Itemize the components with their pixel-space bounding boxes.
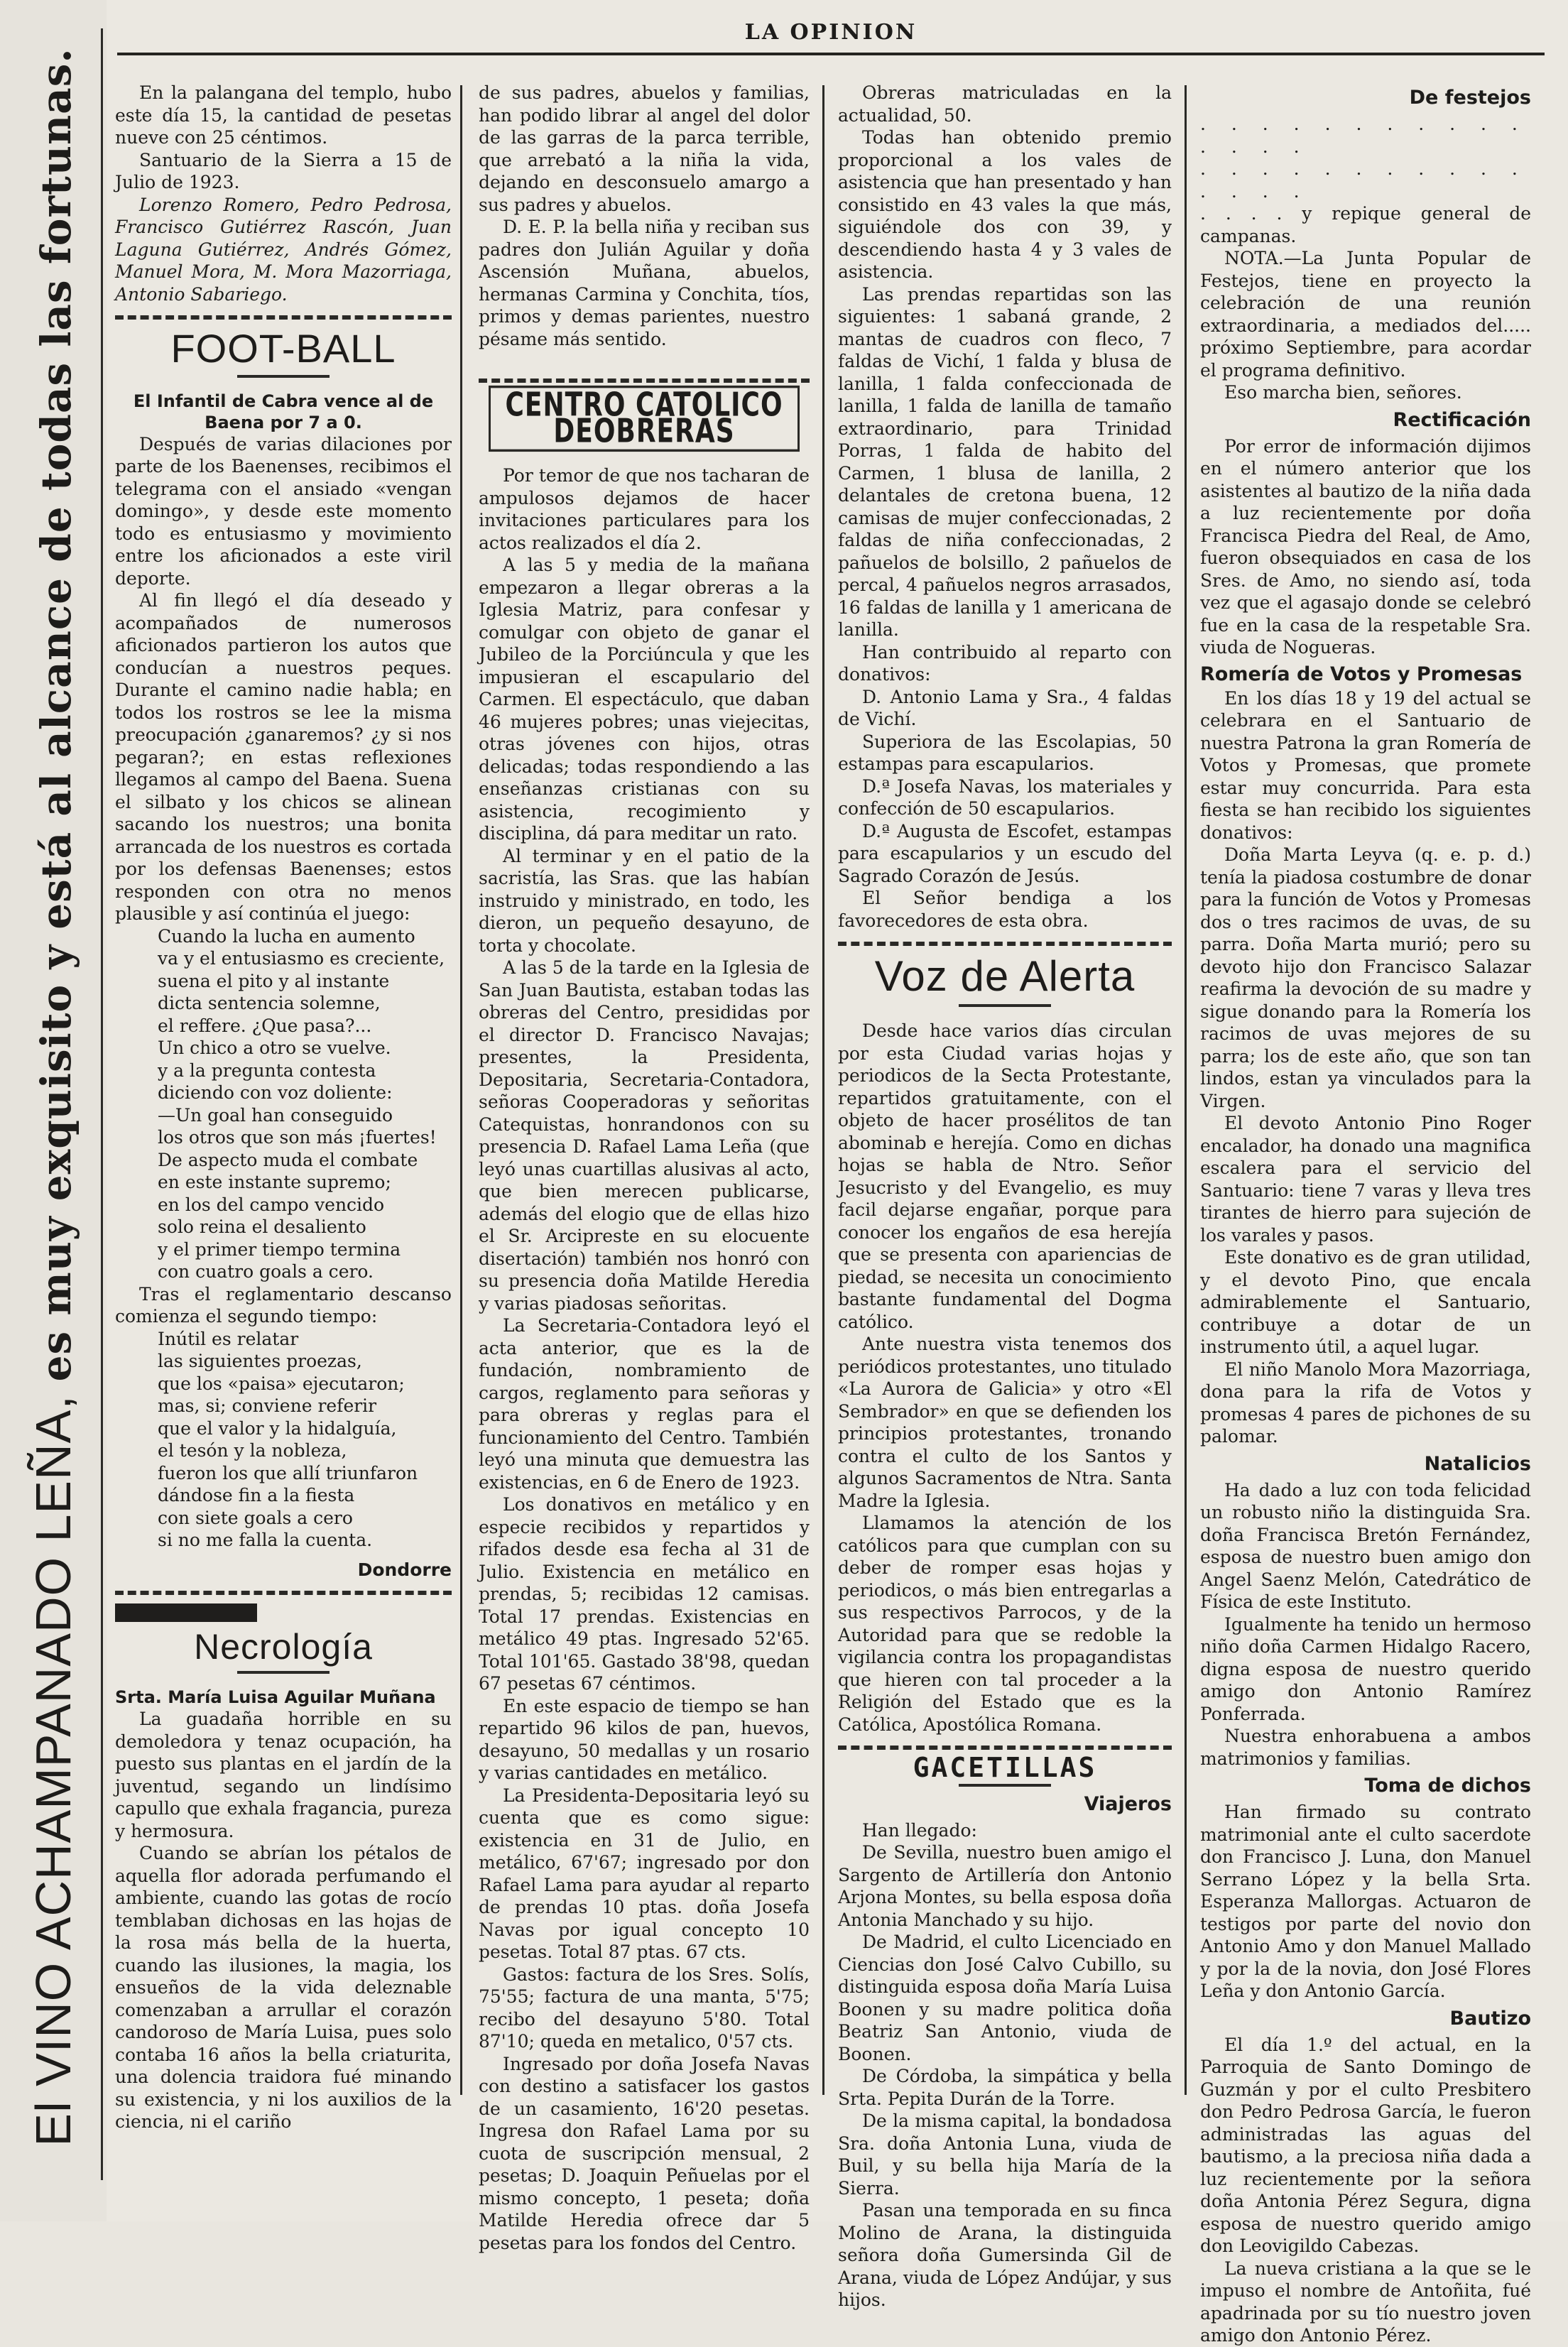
poem-line: diciendo con voz doliente: xyxy=(158,1082,393,1104)
poem-line: Cuando la lucha en aumento xyxy=(158,925,415,947)
paragraph: Llamamos la atención de los católicos para que cumplan con su deber de romper esas hojas y periodicos, o más bien entregarlas a sus respectivos Parrocos, y de la Autoridad para que se redoble la vigilancia contra los propagandistas que hieren con tal proceder a la Religión del Estado que es la Católica, Apostólica Romana. xyxy=(838,1513,1172,1735)
paragraph: En este espacio de tiempo se han repartido 96 kilos de pan, huevos, desayuno, 50 medallas y un rosario y varias cantidades en metálico. xyxy=(479,1695,810,1783)
paragraph: Han contribuido al reparto con donativos: xyxy=(838,641,1172,685)
paragraph: Todas han obtenido premio proporcional a los vales de asistencia que han presentado y han consistido en 43 vales la que más, siguiéndole dos con 39, y descendiendo hasta 4 y 3 vales de asistencia. xyxy=(838,127,1172,282)
poem-line: y a la pregunta contesta xyxy=(158,1060,376,1081)
poem-line: que el valor y la hidalguía, xyxy=(158,1417,397,1439)
gacetillas-heading: GACETILLAS xyxy=(913,1752,1097,1783)
poem-line: suena el pito y al instante xyxy=(158,970,390,991)
paragraph: Pasan una temporada en su finca Molino de Arana, la distinguida señora doña Gumersinda Gil de Arana, viuda de López Andújar, y sus hijos. xyxy=(838,2200,1172,2310)
necrology-subheading: Srta. María Luisa Aguilar Muñana xyxy=(115,1687,436,1708)
paragraph: Santuario de la Sierra a 15 de Julio de 1923. xyxy=(115,149,452,192)
necrology-heading: Necrología xyxy=(194,1627,373,1667)
heading-underline xyxy=(237,1671,330,1674)
column-divider xyxy=(1185,85,1187,2095)
section-divider xyxy=(838,942,1172,946)
paragraph: Los donativos en metálico y en especie recibidos y repartidos y rifados desde esa fecha al 31 de Julio. Existencia en metálico en prendas, 5; recibidas 12 camisas. Total 17 prendas. Existencias en metálico 49 ptas. Ingresado 52'65. Total 101'65. Gastado 38'98, quedan 67 pesetas 67 céntimos. xyxy=(479,1494,810,1694)
paragraph: NOTA.—La Junta Popular de Festejos, tiene en proyecto la celebración de una reunión extraordinaria, a mediados del..... próximo Septiembre, para acordar el programa definitivo. xyxy=(1200,248,1531,381)
paragraph: Ha dado a luz con toda felicidad un robusto niño la distinguida Sra. doña Francisca Bretón Fernández, esposa de nuestro buen amigo don Angel Saenz Melón, Catedrático de Física de este Instituto. xyxy=(1200,1479,1531,1612)
paragraph: Igualmente ha tenido un hermoso niño doña Carmen Hidalgo Racero, digna esposa de nuestro querido amigo don Antonio Ramírez Ponferrada. xyxy=(1200,1613,1531,1724)
paragraph: D.ª Augusta de Escofet, estampas para escapularios y un escudo del Sagrado Corazón de Jesús. xyxy=(838,820,1172,886)
paragraph: Al terminar y en el patio de la sacristía, las Sras. que las habían instruido y ministrado, en todo, les dieron, un pequeño desayuno, de torta y chocolate. xyxy=(479,845,810,956)
paragraph: D. Antonio Lama y Sra., 4 faldas de Vichí. xyxy=(838,686,1172,729)
paragraph: D. E. P. la bella niña y reciban sus padres don Julián Aguilar y doña Ascensión Muñana, abuelos, hermanas Carmina y Conchita, tíos, primos y demas parientes, nuestro pésame más sentido. xyxy=(479,217,810,349)
paragraph: De Madrid, el culto Licenciado en Ciencias don José Calvo Cubillo, su distinguida esposa doña María Luisa Boonen y su madre politica doña Beatriz San Antonio, viuda de Boonen. xyxy=(838,1932,1172,2064)
poem-line: con cuatro goals a cero. xyxy=(158,1261,374,1283)
paragraph: De la misma capital, la bondadosa Sra. doña Antonia Luna, viuda de Buil, y su bella hija María de la Sierra. xyxy=(838,2111,1172,2199)
poem-line: con siete goals a cero xyxy=(158,1507,353,1528)
masthead-rule xyxy=(117,53,1545,55)
paragraph: A las 5 y media de la mañana empezaron a llegar obreras a la Iglesia Matriz, para confesar y comulgar con objeto de ganar el Jubileo de la Porciúncula y que les impusieran el escapulario del Carmen. El espectáculo, que daban 46 mujeres pobres; unas viejecitas, otras jóvenes con hijos, otras delicadas; todas respondiendo a las enseñanzas cristianas con su asistencia, recogimiento y disciplina, dá para meditar un rato. xyxy=(479,555,810,844)
festejos-heading: De festejos xyxy=(1409,87,1531,109)
paragraph: La nueva cristiana a la que se le impuso el nombre de Antoñita, fué apadrinada por su tío nuestro joven amigo don Antonio Pérez. xyxy=(1200,2258,1531,2346)
paragraph: En los días 18 y 19 del actual se celebrara en el Santuario de nuestra Patrona la gran Romería de Votos y Promesas, que promete estar muy concurrida. Para esta fiesta se han recibido los siguientes donativos: xyxy=(1200,687,1531,843)
poem-line: si no me falla la cuenta. xyxy=(158,1530,373,1551)
side-ad-divider xyxy=(101,28,103,2180)
paragraph: La Presidenta-Depositaria leyó su cuenta que es como sigue: existencia en 31 de Julio, en metálico, 67'67; ingresado por don Rafael Lama para ayudar al reparto de prendas 10 ptas. doña Josefa Navas por igual concepto 10 pesetas. Total 87 ptas. 67 cts. xyxy=(479,1785,810,1962)
black-bar xyxy=(115,1603,257,1622)
paragraph: Obreras matriculadas en la actualidad, 50. xyxy=(838,82,1172,126)
paragraph: De Sevilla, nuestro buen amigo el Sargento de Artillería don Antonio Arjona Montes, su bella esposa doña Antonia Manchado y su hijo. xyxy=(838,1842,1172,1930)
paragraph: En la palangana del templo, hubo este día 15, la cantidad de pesetas nueve con 25 céntimos. xyxy=(115,82,452,148)
football-heading: FOOT-BALL xyxy=(170,326,396,371)
paragraph: Ante nuestra vista tenemos dos periódicos protestantes, uno titulado «La Aurora de Galicia» y otro «El Sembrador» en que se defienden los principios protestantes, tronando contra el culto de los Santos y algunos Sacramentos de Ntra. Santa Madre la Iglesia. xyxy=(838,1334,1172,1511)
paragraph: El niño Manolo Mora Mazorriaga, dona para la rifa de Votos y promesas 4 pares de pichones de su palomar. xyxy=(1200,1358,1531,1447)
romeria-heading: Romería de Votos y Promesas xyxy=(1200,663,1523,685)
poem-line: va y el entusiasmo es creciente, xyxy=(158,948,445,969)
poem-line: —Un goal han conseguido xyxy=(158,1104,393,1126)
toma-de-dichos-heading: Toma de dichos xyxy=(1364,1775,1531,1797)
paragraph: Este donativo es de gran utilidad, y el devoto Pino, que encala admirablemente el Santuario, contribuye a dotar de un instrumento útil, a aquel lugar. xyxy=(1200,1247,1531,1357)
section-divider xyxy=(115,1591,452,1595)
paragraph: Por error de información dijimos en el número anterior que los asistentes al bautizo de la niña dada a luz recientemente por doña Francisca Piedra del Real, de Amo, fueron obsequiados en casa de los Sres. de Amo, no siendo así, toda vez que el agasajo donde se celebró fue en la casa de la respetable Sra. viuda de Nogueras. xyxy=(1200,435,1531,658)
paragraph: Las prendas repartidas son las siguientes: 1 sabaná grande, 2 mantas de cuadros con fleco, 7 faldas de Vichí, 1 falda y blusa de lanilla, 1 falda confeccionada de lanilla, 1 falda de lanilla de tamaño extraordinario, para Trinidad Porras, 1 falda de habito del Carmen, 1 blusa de lanilla, 2 delantales de cretona buena, 12 camisas de mujer confeccionadas, 2 faldas de niña confeccionadas, 2 pañuelos de bolsillo, 2 pañuelos de percal, 4 pañuelos negros arrasados, 16 faldas de lanilla y 1 americana de lanilla. xyxy=(838,283,1172,640)
paragraph: Han firmado su contrato matrimonial ante el culto sacerdote don Francisco J. Luna, don Manuel Serrano López y la bella Srta. Esperanza Mallorgas. Actuaron de testigos por parte del novio don Antonio Amo y don Manuel Mallado y por la de la novia, don José Flores Leña y don Antonio García. xyxy=(1200,1802,1531,2001)
paragraph: Eso marcha bien, señores. xyxy=(1224,382,1462,403)
signers-list: Lorenzo Romero, Pedro Pedrosa, Francisco Gutiérrez Rascón, Juan Laguna Gutiérrez, Andrés Gómez, Manuel Mora, M. Mora Mazorriaga, Antonio Sabariego. xyxy=(115,194,452,305)
paragraph: Han llegado: xyxy=(862,1819,977,1841)
paragraph: La guadaña horrible en su demoledora y tenaz ocupación, ha puesto sus plantas en el jardín de la juventud, segando un lindísimo capullo que exhala fragancia, pureza y hermosura. xyxy=(115,1709,452,1841)
poem-line: el tesón y la nobleza, xyxy=(158,1440,347,1461)
poem-line: los otros que son más ¡fuertes! xyxy=(158,1127,437,1148)
poem-line: las siguientes proezas, xyxy=(158,1351,362,1372)
paragraph: El día 1.º del actual, en la Parroquia de Santo Domingo de Guzmán y por el culto Presbitero don Pedro Pedrosa García, le fueron administradas las aguas del bautismo, a la preciosa niña dada a luz recientemente por la señora doña Antonia Pérez Segura, digna esposa de nuestro querido amigo don Leovigildo Cabezas. xyxy=(1200,2034,1531,2256)
section-divider xyxy=(838,1746,1172,1750)
side-advertisement xyxy=(0,0,107,2221)
poem-line: dicta sentencia solemne, xyxy=(158,993,381,1014)
poem-line: De aspecto muda el combate xyxy=(158,1149,418,1170)
column-divider xyxy=(822,85,824,2095)
centro-catolico-heading: CENTRO CATOLICO DEOBRERAS xyxy=(489,386,800,452)
poem-line: Un chico a otro se vuelve. xyxy=(158,1038,391,1059)
dotted-line: . . . . . . . . . . . . . . . xyxy=(1200,114,1528,157)
column-4 xyxy=(1200,82,1531,2347)
heading-underline xyxy=(959,1784,1051,1787)
natalicios-heading: Natalicios xyxy=(1424,1452,1531,1475)
poem-line: dándose fin a la fiesta xyxy=(158,1485,355,1506)
paragraph: El devoto Antonio Pino Roger encalador, ha donado una magnifica escalera para el servicio del Santuario: tiene 7 varas y lleva tres tirantes de hierro para sujeción de los varales y pasos. xyxy=(1200,1113,1531,1246)
voz-de-alerta-heading: Voz de Alerta xyxy=(874,952,1136,1000)
bautizo-heading: Bautizo xyxy=(1449,2007,1531,2030)
paragraph: D.ª Josefa Navas, los materiales y confección de 50 escapularios. xyxy=(838,775,1172,819)
paragraph: A las 5 de la tarde en la Iglesia de San Juan Bautista, estaban todas las obreras del Centro, presididas por el director D. Francisco Navajas; presentes, la Presidenta, Depositaria, Secretaria-Contadora, señoras Cooperadoras y señoritas Catequistas, honrandonos con su presencia D. Rafael Lama Leña (que leyó unas cuartillas alusivas al acto, que bien merecen publicarse, además del elogio que de ellas hizo el Sr. Arcipreste en su elocuente disertación) también nos honró con su presencia doña Matilde Heredia y varias piadosas señoritas. xyxy=(479,957,810,1314)
paragraph: de sus padres, abuelos y familias, han podido librar al angel del dolor de las garras de la parca terrible, que arrebató a la niña la vida, dejando en desconsuelo amargo a sus padres y abuelos. xyxy=(479,82,810,215)
dotted-line: . . . . . . . . . . . . . . . xyxy=(1200,158,1528,202)
author-signature: Dondorre xyxy=(357,1559,452,1580)
paragraph: Por temor de que nos tacharan de ampulosos dejamos de hacer invitaciones particulares para los actos realizados el día 2. xyxy=(479,465,810,553)
rectificacion-heading: Rectificación xyxy=(1393,408,1531,431)
paragraph: Gastos: factura de los Sres. Solís, 75'55; factura de una manta, 5'75; recibo del desayuno 5'80. Total 87'10; queda en metalico, 0'57 cts. xyxy=(479,1964,810,2052)
poem-line: el reffere. ¿Que pasa?... xyxy=(158,1015,372,1036)
column-divider xyxy=(460,85,462,2095)
paragraph: Superiora de las Escolapias, 50 estampas para escapularios. xyxy=(838,731,1172,774)
heading-underline xyxy=(959,1004,1051,1007)
paragraph: Desde hace varios días circulan por esta Ciudad varias hojas y periodicos de la Secta Protestante, repartidos gratuitamente, con el objeto de hacer prosélitos de tan abominab e herejía. Como en dichas hojas se habla de Ntro. Señor Jesucristo y del Evangelio, es muy facil dejarse engañar, porque para conocer los engaños de esa herejía que se presenta con apariencias de piedad, se necesita un conocimiento bastante fundamental del Dogma católico. xyxy=(838,1020,1172,1332)
column-2 xyxy=(479,82,810,2254)
viajeros-heading: Viajeros xyxy=(1084,1792,1172,1815)
side-ad-slogan: es muy exquisito y está al alcance de todas las fortunas. xyxy=(32,48,80,1382)
column-1 xyxy=(115,82,452,2133)
side-ad-text xyxy=(26,48,81,2147)
poem-line: solo reina el desaliento xyxy=(158,1216,366,1238)
poem-line: mas, si; conviene referir xyxy=(158,1395,377,1417)
paragraph: El Señor bendiga a los favorecedores de esta obra. xyxy=(838,888,1172,931)
paragraph: De Córdoba, la simpática y bella Srta. Pepita Durán de la Torre. xyxy=(838,2066,1172,2109)
poem-line: que los «paisa» ejecutaron; xyxy=(158,1373,405,1394)
paragraph: La Secretaria-Contadora leyó el acta anterior, que es la de fundación, nombramiento de cargos, reglamento para señoras y para obreras y reglas para el funcionamiento del Centro. También leyó una minuta que demuestra las existencias, en 6 de Enero de 1923. xyxy=(479,1315,810,1493)
poem-line: en este instante supremo; xyxy=(158,1172,391,1193)
poem-verse xyxy=(115,1328,452,1552)
section-divider xyxy=(479,379,810,383)
column-3 xyxy=(838,82,1172,2311)
poem-line: Inútil es relatar xyxy=(158,1328,299,1349)
side-ad-brand: El VINO ACHAMPANADO LEÑA, xyxy=(26,1395,81,2147)
section-divider xyxy=(115,315,452,320)
paragraph: Nuestra enhorabuena a ambos matrimonios y familias. xyxy=(1200,1726,1531,1769)
paragraph: Ingresado por doña Josefa Navas con destino a satisfacer los gastos de un casamiento, 16'20 pesetas. Ingresa don Rafael Lama por su cuota de suscripción mensual, 2 pesetas; D. Joaquin Peñuelas por el mismo concepto, 1 peseta; doña Matilde Heredia ofrece dar 5 pesetas para los fondos del Centro. xyxy=(479,2053,810,2253)
paragraph: Cuando se abrían los pétalos de aquella flor adorada perfumando el ambiente, cuando las gotas de rocío temblaban dichosas en las hojas de la rosa más bella de la huerta, cuando las ilusiones, la magia, los ensueños de la vida deleznable comenzaban a arrullar el corazón candoroso de María Luisa, pues solo contaba 16 años la bella criaturita, una dolencia traidora fué minando su existencia, y ni los auxilios de la ciencia, ni el cariño xyxy=(115,1843,452,2133)
paragraph: Al fin llegó el día deseado y acompañados de numerosos aficionados partieron los autos que conducían a nuestros peques. Durante el camino nadie habla; en todos los rostros se lee la misma preocupación ¿ganaremos? ¿y si nos pegaran?; en estas reflexiones llegamos al campo del Baena. Suena el silbato y los chicos se alinean sacando los nuestros; una bonita arrancada de los nuestros es cortada por los defensas Baenenses; estos responden con otra no menos plausible y así continúa el juego: xyxy=(115,590,452,925)
poem-line: en los del campo vencido xyxy=(158,1194,385,1215)
paragraph: Después de varias dilaciones por parte de los Baenenses, recibimos el telegrama con el ansiado «vengan domingo», y desde este momento todo es entusiasmo y movimiento entre los aficionados a este viril deporte. xyxy=(115,433,452,589)
paragraph: Doña Marta Leyva (q. e. p. d.) tenía la piadosa costumbre de donar para la función de Votos y Promesas dos o tres racimos de uvas, de su parra. Doña Marta murió; pero su devoto hijo don Francisco Salazar reafirma la devoción de su madre y sigue donando para la Romería los racimos de uvas mejores de su parra; los de este año, que son tan lindos, estan ya vinculados para la Virgen. xyxy=(1200,844,1531,1111)
masthead-title: LA OPINION xyxy=(744,20,918,45)
heading-underline xyxy=(237,375,330,378)
poem-verse xyxy=(115,925,452,1283)
paragraph: Tras el reglamentario descanso comienza el segundo tiempo: xyxy=(115,1283,452,1327)
football-subheading: El Infantil de Cabra vence al de Baena por 7 a 0. xyxy=(133,391,434,432)
poem-line: y el primer tiempo termina xyxy=(158,1238,401,1260)
poem-line: fueron los que allí triunfaron xyxy=(158,1462,418,1483)
paragraph: . . . . y repique general de campanas. xyxy=(1200,203,1531,246)
